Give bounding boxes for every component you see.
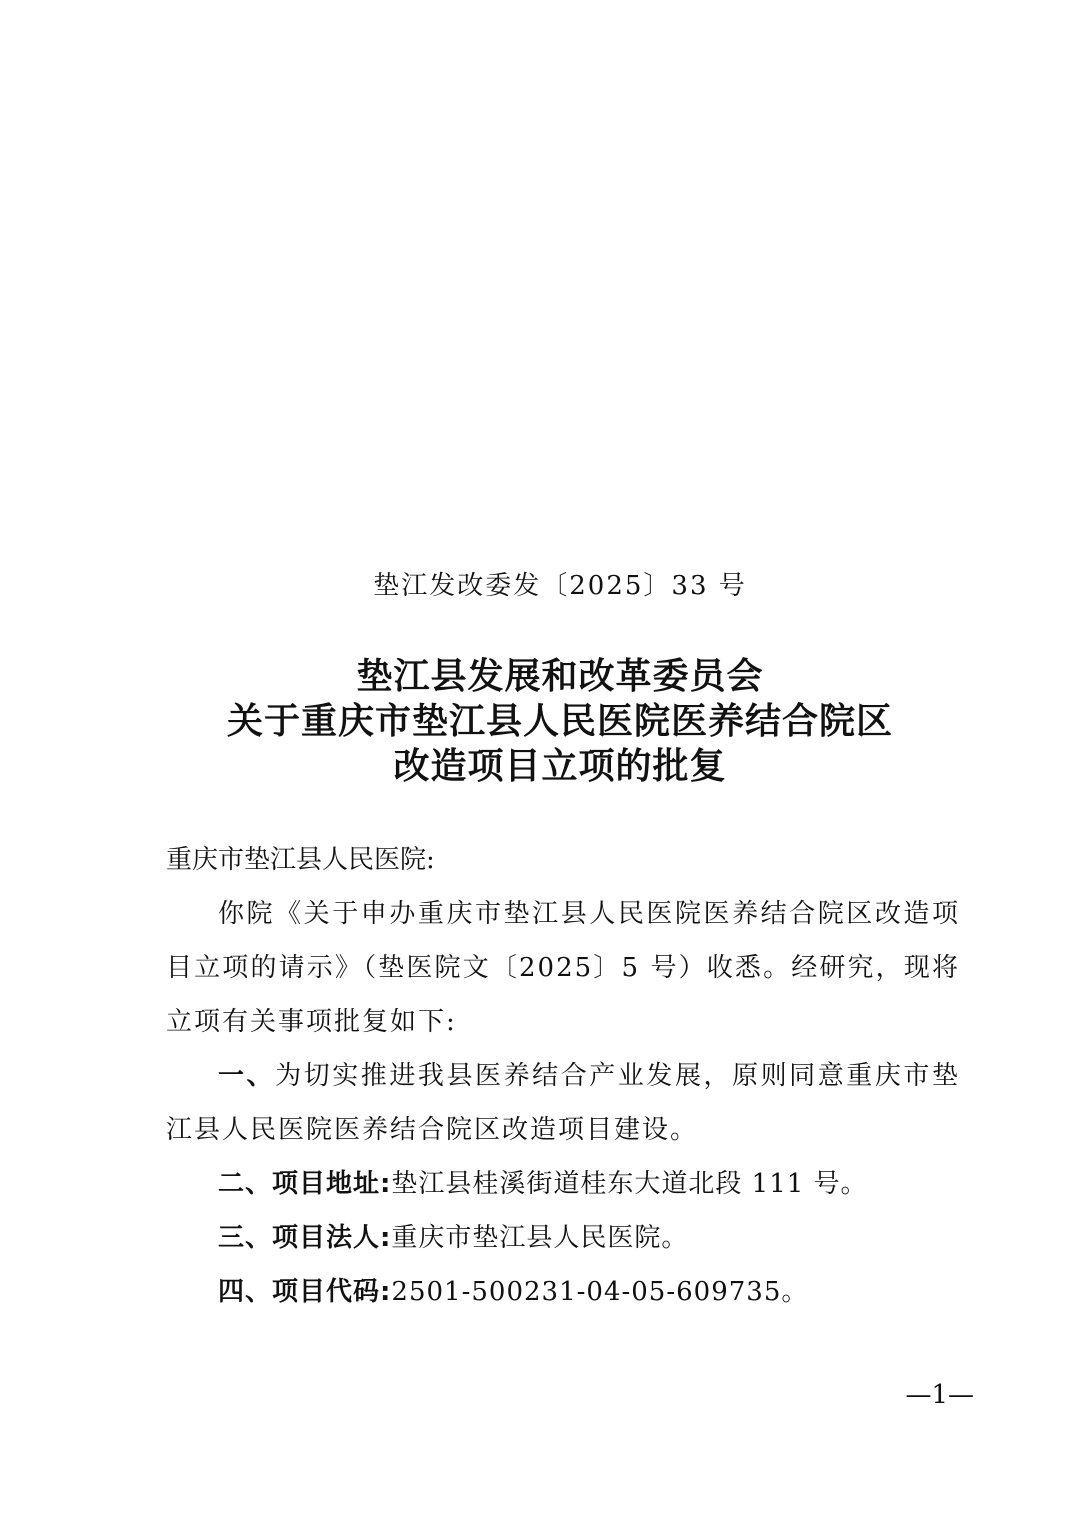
item-address-text: 垫江县桂溪街道桂东大道北段 111 号。 bbox=[391, 1169, 868, 1199]
document-number: 垫江发改委发〔2025〕33 号 bbox=[373, 571, 747, 601]
item-legal-person bbox=[166, 1211, 960, 1265]
item-project-code bbox=[166, 1265, 960, 1319]
item-one-text: 为切实推进我县医养结合产业发展，原则同意重庆市垫江县人民医院医养结合院区改造项目建设。 bbox=[166, 1061, 960, 1145]
page-number: —1— bbox=[905, 1380, 974, 1410]
title-line-1: 垫江县发展和改革委员会 bbox=[356, 655, 764, 697]
item-address-label: 二、项目地址: bbox=[218, 1169, 392, 1199]
title-line-3: 改造项目立项的批复 bbox=[393, 745, 727, 787]
item-project-code-text: 2501-500231-04-05-609735。 bbox=[391, 1277, 809, 1307]
item-one bbox=[166, 1049, 960, 1157]
item-legal-person-text: 重庆市垫江县人民医院。 bbox=[391, 1223, 689, 1253]
item-one-label: 一、 bbox=[218, 1061, 276, 1091]
document-title bbox=[0, 654, 1074, 789]
title-line-2: 关于重庆市垫江县人民医院医养结合院区 bbox=[226, 700, 893, 742]
item-legal-person-label: 三、项目法人: bbox=[218, 1223, 392, 1253]
document-body bbox=[166, 833, 960, 1319]
intro-paragraph: 你院《关于申办重庆市垫江县人民医院医养结合院区改造项目立项的请示》（垫医院文〔2025〕5 号）收悉。经研究，现将立项有关事项批复如下: bbox=[166, 899, 960, 1037]
item-project-code-label: 四、项目代码: bbox=[218, 1277, 392, 1307]
salutation: 重庆市垫江县人民医院: bbox=[166, 845, 435, 875]
item-address bbox=[166, 1157, 960, 1211]
